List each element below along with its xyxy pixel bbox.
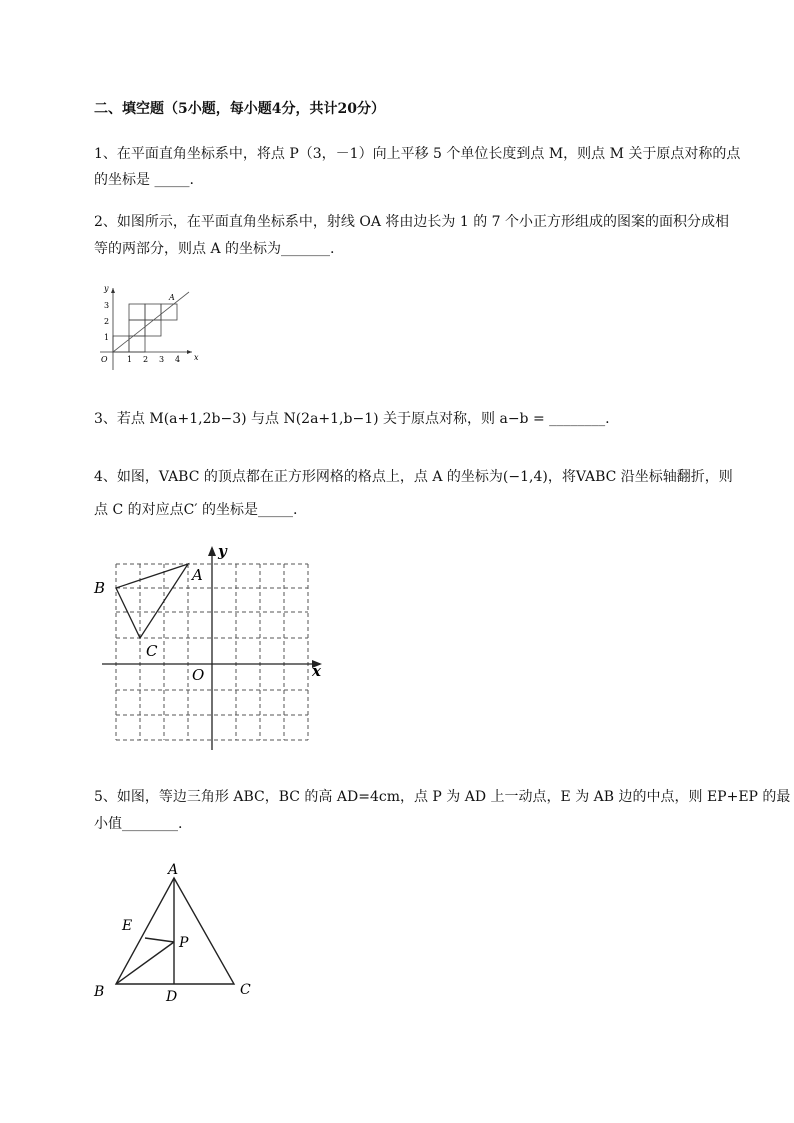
- q4-point-c-label: C: [146, 642, 158, 660]
- q2-origin-label: O: [101, 355, 108, 364]
- q5-text-line2: 小值________.: [94, 816, 183, 832]
- q1-text-line1: 1、在平面直角坐标系中，将点 P（3，－1）向上平移 5 个单位长度到点 M，则点 M 关于原点对称的点: [94, 146, 741, 162]
- q5-point-e-label: E: [122, 918, 133, 934]
- q4-text-line2: 点 C 的对应点C′ 的坐标是_____.: [94, 502, 298, 518]
- q2-text-line2: 等的两部分，则点 A 的坐标为_______.: [94, 241, 335, 257]
- q3-text-line1: 3、若点 M(a+1,2b−3) 与点 N(2a+1,b−1) 关于原点对称，则 a−b = ________.: [94, 411, 610, 427]
- q2-y-tick-3: 3: [104, 301, 110, 310]
- q2-y-tick-2: 2: [104, 317, 110, 326]
- q2-figure: [92, 282, 202, 372]
- q4-y-axis-label: y: [218, 542, 227, 560]
- q5-point-d-label: D: [166, 989, 178, 1005]
- q5-point-a-label: A: [168, 862, 179, 878]
- q5-figure: [88, 858, 268, 1008]
- q4-point-b-label: B: [94, 579, 106, 597]
- q5-point-c-label: C: [240, 982, 251, 998]
- q2-x-tick-2: 2: [143, 355, 149, 364]
- q1-text-line2: 的坐标是 _____.: [94, 172, 194, 188]
- q2-y-axis-label: y: [104, 284, 109, 293]
- q2-x-tick-3: 3: [159, 355, 165, 364]
- q4-figure: [88, 538, 338, 758]
- q4-point-a-label: A: [192, 566, 203, 584]
- q2-x-axis-label: x: [194, 353, 199, 362]
- q2-y-tick-1: 1: [104, 333, 110, 342]
- q5-text-line1: 5、如图，等边三角形 ABC，BC 的高 AD=4cm，点 P 为 AD 上一动点，E 为 AB 边的中点，则 EP+EP 的最: [94, 789, 791, 805]
- section-heading: 二、填空题（5小题，每小题4分，共计20分）: [94, 101, 385, 117]
- q5-point-p-label: P: [179, 935, 189, 951]
- q5-point-b-label: B: [94, 984, 105, 1000]
- q2-text-line1: 2、如图所示，在平面直角坐标系中，射线 OA 将由边长为 1 的 7 个小正方形组成的图案的面积分成相: [94, 214, 730, 230]
- q4-text-line1: 4、如图，VABC 的顶点都在正方形网格的格点上，点 A 的坐标为(−1,4)，将VABC 沿坐标轴翻折，则: [94, 469, 733, 485]
- q4-x-axis-label: x: [312, 662, 321, 680]
- q4-origin-label: O: [192, 666, 205, 684]
- q2-x-tick-1: 1: [127, 355, 133, 364]
- q2-x-tick-4: 4: [175, 355, 181, 364]
- q2-point-a-label: A: [169, 293, 175, 302]
